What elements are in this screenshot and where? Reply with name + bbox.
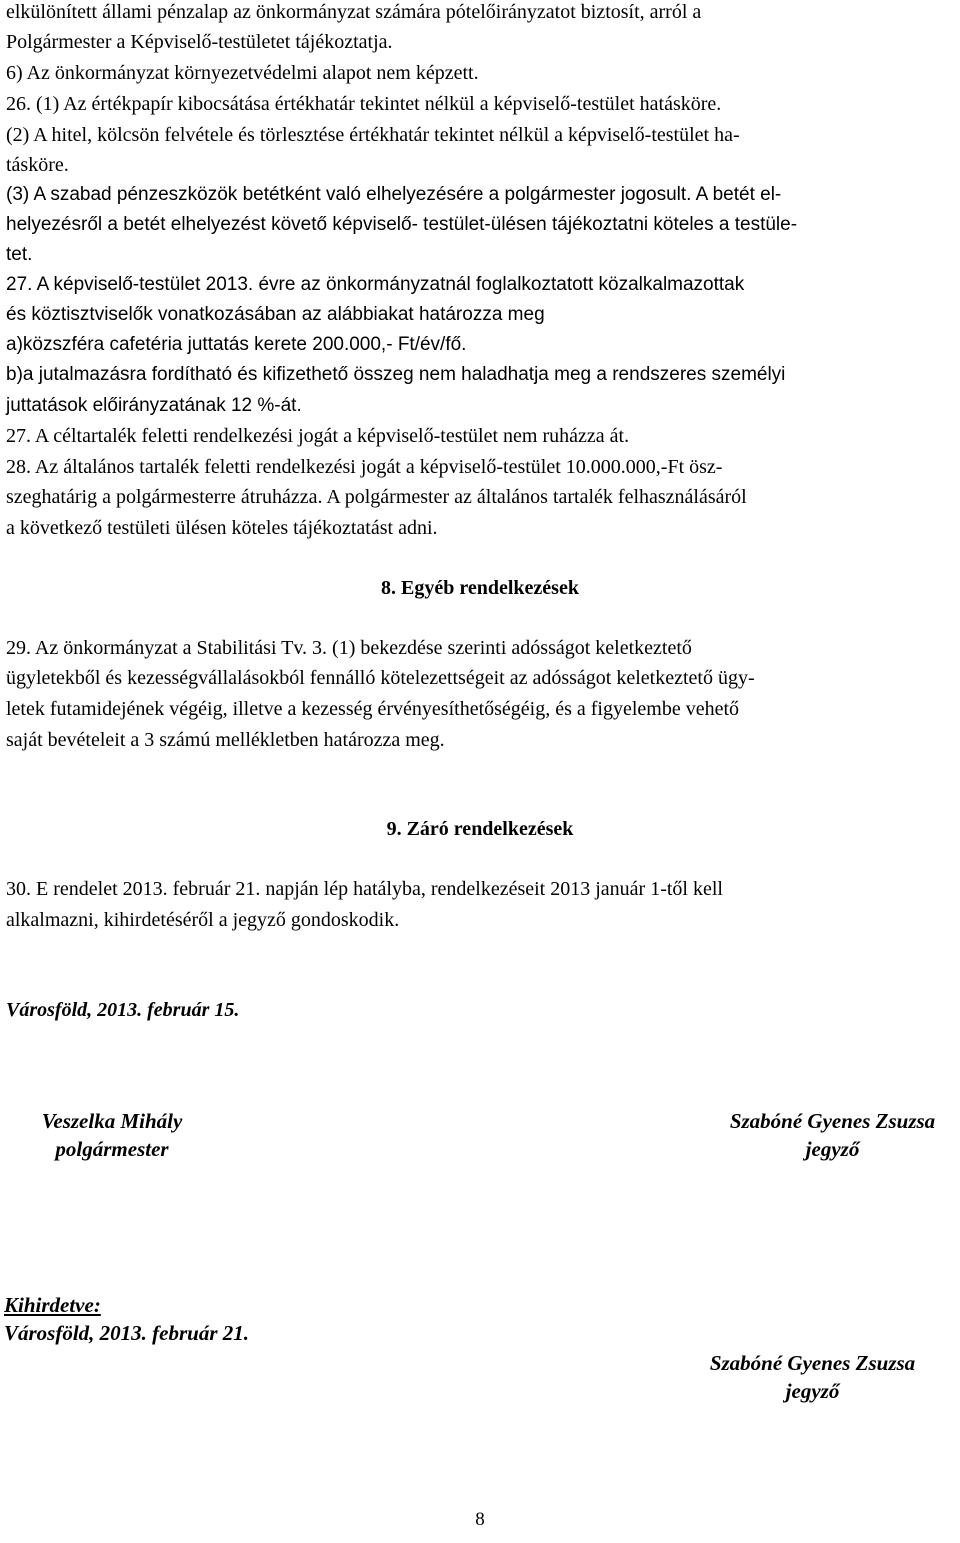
body-line: 27. A képviselő-testület 2013. évre az önkormányzatnál foglalkoztatott közalkalmazottak (6, 274, 745, 295)
body-line: tásköre. (6, 154, 69, 176)
body-line: 28. Az általános tartalék feletti rendelkezési jogát a képviselő-testület 10.000.000,-Ft ösz- (6, 456, 723, 478)
body-line: 26. (1) Az értékpapír kibocsátása értékhatár tekintet nélkül a képviselő-testület hatásköre. (6, 93, 722, 115)
body-line: a következő testületi ülésen köteles tájékoztatást adni. (6, 517, 438, 539)
body-line: 27. A céltartalék feletti rendelkezési jogát a képviselő-testület nem ruházza át. (6, 425, 630, 447)
body-line: saját bevételeit a 3 számú mellékletben határozza meg. (6, 729, 445, 751)
body-line: letek futamidejének végéig, illetve a kezesség érvényesíthetőségéig, és a figyelembe vehető (6, 698, 740, 720)
section-heading: 9. Záró rendelkezések (386, 818, 574, 840)
signatory-name: Szabóné Gyenes Zsuzsa (709, 1351, 916, 1375)
promulgation-block (4, 1291, 249, 1347)
body-line: (2) A hitel, kölcsön felvétele és törlesztése értékhatár tekintet nélkül a képviselő-testület ha- (6, 124, 740, 146)
signatory-name: Szabóné Gyenes Zsuzsa (729, 1109, 936, 1133)
signatory-title: jegyző (805, 1137, 860, 1161)
body-line: 6) Az önkormányzat környezetvédelmi alapot nem képzett. (6, 62, 479, 84)
signatory-title: polgármester (55, 1137, 169, 1161)
body-line: helyezésről a betét elhelyezést követő képviselő- testület-ülésen tájékoztatni köteles a testüle- (6, 214, 798, 235)
body-line: Polgármester a Képviselő-testületet tájékoztatja. (6, 31, 393, 53)
signatory-name: Veszelka Mihály (41, 1109, 183, 1133)
body-line: szeghatárig a polgármesterre átruházza. A polgármester az általános tartalék felhasználásáról (6, 486, 747, 508)
promulgation-date: Városföld, 2013. február 21. (4, 1321, 250, 1345)
body-line: 29. Az önkormányzat a Stabilitási Tv. 3. (1) bekezdése szerinti adósságot keletkeztető (6, 637, 692, 659)
body-line: b)a jutalmazásra fordítható és kifizethető összeg nem haladhatja meg a rendszeres személyi (6, 364, 786, 385)
promulgation-signature (680, 1349, 945, 1405)
body-line: (3) A szabad pénzeszközök betétként való elhelyezésére a polgármester jogosult. A betét el- (6, 184, 782, 205)
body-line: elkülönített állami pénzalap az önkormányzat számára pótelőirányzatot biztosít, arról a (6, 1, 702, 23)
section-heading: 8. Egyéb rendelkezések (381, 577, 579, 599)
body-line: 30. E rendelet 2013. február 21. napján lép hatályba, rendelkezéseit 2013 január 1-től kell (6, 878, 723, 900)
page-number: 8 (475, 1509, 485, 1530)
signature-block-notary (700, 1107, 960, 1163)
body-line: alkalmazni, kihirdetéséről a jegyző gondoskodik. (6, 909, 400, 931)
body-line: és köztisztviselők vonatkozásában az alábbiakat határozza meg (6, 304, 545, 325)
body-line: a)közszféra cafetéria juttatás kerete 200.000,- Ft/év/fő. (6, 334, 467, 355)
place-date: Városföld, 2013. február 15. (6, 999, 240, 1021)
signature-block-mayor (12, 1107, 212, 1163)
body-line: tet. (6, 244, 33, 265)
body-line: ügyletekből és kezességvállalásokból fennálló kötelezettségeit az adósságot keletkeztető ügy- (6, 667, 755, 689)
signatory-title: jegyző (785, 1379, 840, 1403)
promulgation-label: Kihirdetve: (4, 1293, 101, 1317)
body-line: juttatások előirányzatának 12 %-át. (6, 395, 302, 416)
